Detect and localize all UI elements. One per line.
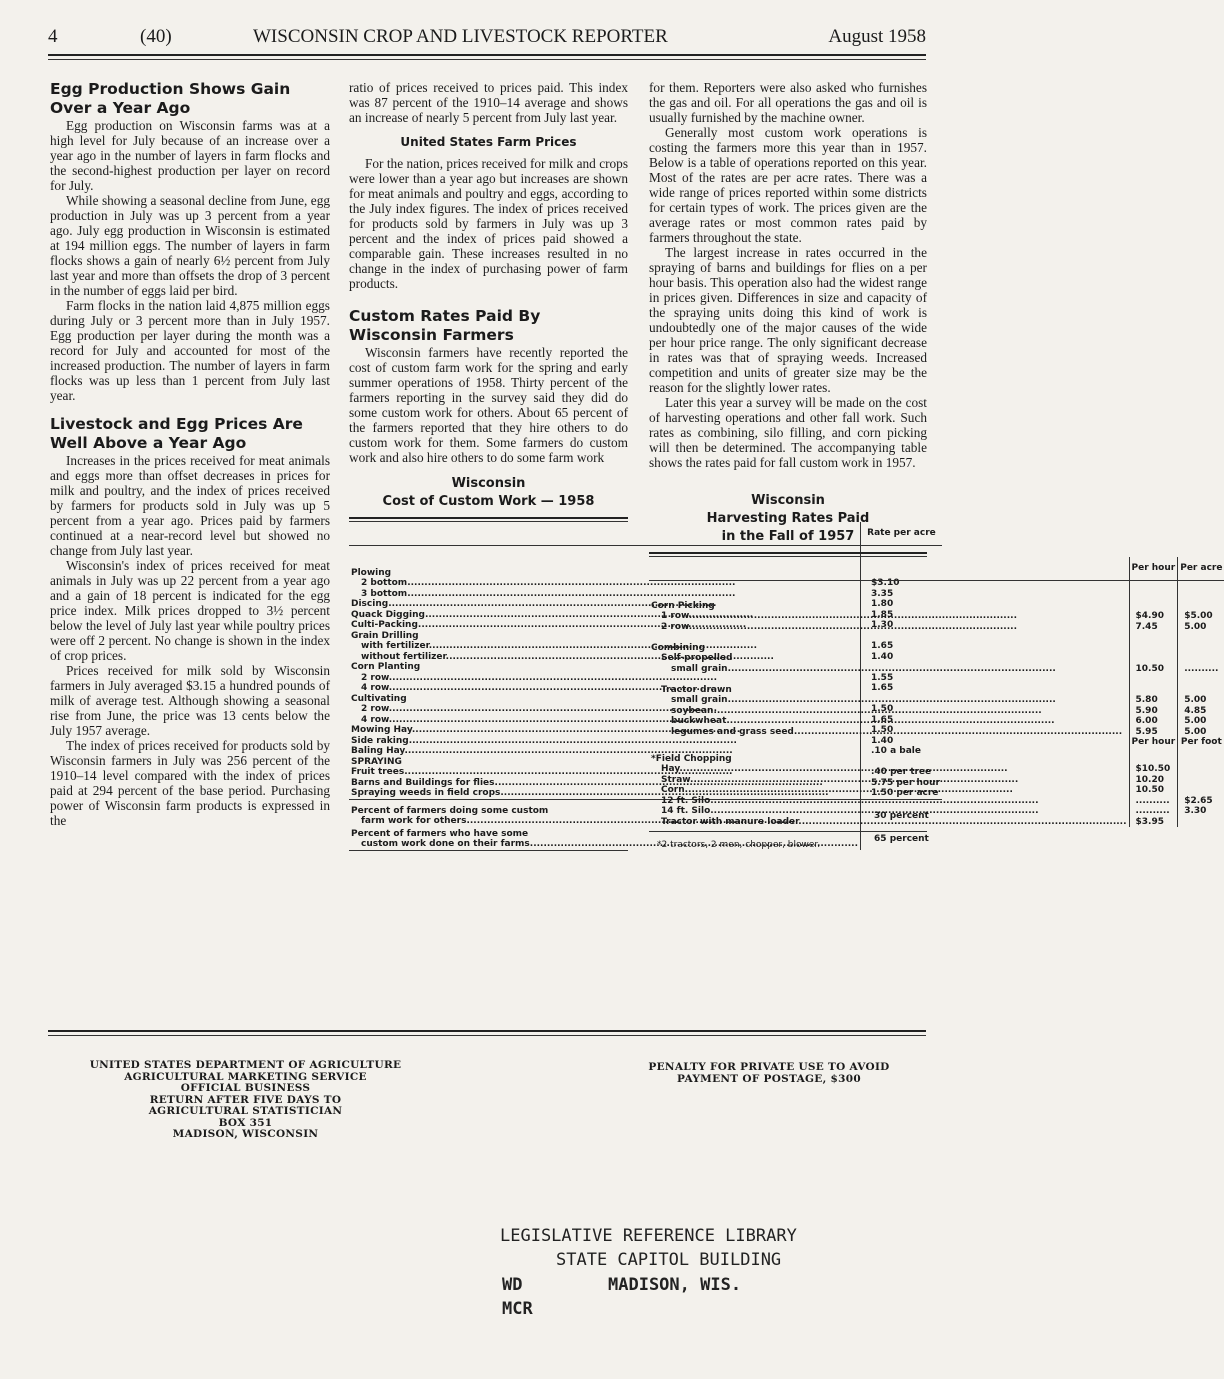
row-label — [649, 796, 1129, 807]
per-hour-value: 7.45 — [1129, 622, 1178, 633]
row-label-text: Self-propelled — [661, 653, 733, 663]
row-label — [649, 754, 1129, 765]
row-value: $3.10 — [861, 578, 942, 589]
per-acre-value: $5.00 — [1178, 611, 1224, 622]
column-3 — [649, 80, 1223, 853]
paragraph: Farm flocks in the nation laid 4,875 million eggs during July or 3 percent more than in July 1957. Egg production per layer during the month was a record for July and accounted for most of the increased production. The number of layers in farm flocks was up less than 1 percent from July last year. — [50, 298, 330, 403]
page-header — [48, 26, 926, 52]
table-header-blank — [649, 557, 1129, 580]
row-label-text: 4 row ..... — [361, 683, 858, 694]
summary-value: 65 percent — [861, 827, 942, 850]
paragraph: Generally most custom work operations is costing the farmers more this year than in 1957. Below is a table of operations reported on this year. Most of the rates are per acre rates. There was a wide range of prices reported within some districts for certain types of work. The prices given are the average rates or most common rates paid by farmers throughout the state. — [649, 125, 927, 245]
per-hour-value: $3.95 — [1129, 817, 1178, 828]
row-value: 5.75 per hour — [861, 778, 942, 789]
paragraph: ratio of prices received to prices paid. This index was 87 percent of the 1910–14 average and shows an increase of nearly 5 percent from July last year. — [349, 80, 628, 125]
table-row — [649, 754, 1224, 765]
row-label-text: Quack Digging ..... — [351, 610, 858, 621]
row-label-text: Corn Planting — [351, 662, 421, 672]
paragraph: Egg production on Wisconsin farms was at a high level for July because of an increase over a year ago in the number of layers in farm flocks and the second-highest production per layer on record for July. — [50, 118, 330, 193]
table-footnote: *2 tractors, 2 men, chopper, blower. — [657, 840, 821, 850]
row-label — [649, 817, 1129, 828]
table-row — [649, 817, 1224, 828]
table-caption: Wisconsin — [751, 493, 825, 508]
row-label-text: Corn Picking — [651, 600, 715, 611]
mailing-line: BOX 351 — [218, 1116, 273, 1129]
mailing-line: AGRICULTURAL MARKETING SERVICE — [124, 1070, 367, 1083]
per-acre-value — [1178, 643, 1224, 654]
address-line-3: MADISON, WIS. — [608, 1275, 742, 1295]
publication-title: WISCONSIN CROP AND LIVESTOCK REPORTER — [253, 26, 668, 47]
address-line-1: LEGISLATIVE REFERENCE LIBRARY — [500, 1226, 797, 1246]
row-label-text: 2 row ..... — [661, 622, 1127, 633]
row-label — [649, 695, 1129, 706]
paragraph: Prices received for milk sold by Wisconsin farmers in July averaged $3.15 a hundred pounds of milk of average test. Although showing a seasonal rise from June, the price was 13 cents below the July 1957 average. — [50, 663, 330, 738]
row-label-text: Plowing — [351, 567, 392, 578]
row-label — [649, 664, 1129, 675]
per-acre-value — [1178, 817, 1224, 828]
table-row — [649, 727, 1224, 738]
row-label-text: small grain ..... — [671, 664, 1127, 675]
table-row — [649, 643, 1224, 654]
table-caption: Wisconsin — [451, 476, 526, 491]
page-number: 4 — [48, 26, 58, 47]
per-acre-value — [1178, 764, 1224, 775]
per-acre-value: 5.00 — [1178, 727, 1224, 738]
row-label-text: soybean ..... — [671, 706, 1127, 717]
row-value: 1.40 — [861, 736, 942, 747]
table-row — [649, 737, 1224, 754]
paragraph: for them. Reporters were also asked who furnishes the gas and oil. For all operations the gas and oil is usually furnished by the machine owner. — [649, 80, 927, 125]
row-value: 1.30 — [861, 620, 942, 631]
row-label — [649, 775, 1129, 786]
per-acre-value — [1178, 674, 1224, 685]
table-header-per-hour: Per hour — [1129, 557, 1178, 580]
per-hour-value: 10.20 — [1129, 775, 1178, 786]
per-acre-value — [1178, 775, 1224, 786]
subheading-us-farm-prices: United States Farm Prices — [400, 135, 577, 149]
table-row — [649, 796, 1224, 807]
row-label-text: Cultivating — [351, 693, 407, 704]
table-row — [649, 716, 1224, 727]
footer-rule — [48, 1030, 926, 1032]
per-hour-value: $10.50 — [1129, 764, 1178, 775]
mailing-line: RETURN AFTER FIVE DAYS TO — [149, 1093, 342, 1106]
row-label-text: SPRAYING — [351, 756, 402, 767]
row-label — [649, 685, 1129, 696]
row-label — [649, 622, 1129, 633]
row-label-text: buckwheat ..... — [671, 716, 1127, 727]
per-hour-value: 10.50 — [1129, 664, 1178, 675]
per-hour-value — [1129, 580, 1178, 611]
table-bottom-rule — [349, 850, 628, 851]
paragraph: While showing a seasonal decline from June, egg production in July was up 3 percent from a year ago. July egg production in Wisconsin is estimated at 194 million eggs. The number of layers in farm flocks shows a gain of nearly 6½ percent from July last year and more than offsets the drop of 3 percent in the number of eggs laid per bird. — [50, 193, 330, 298]
paragraph: The index of prices received for products sold by Wisconsin farmers in July was 256 percent of the 1910–14 level compared with the index of prices paid at 294 percent of the base period. Purchasing power of Wisconsin farm products is expressed in the — [50, 738, 330, 828]
summary-label-line: custom work done on their farms ..... — [351, 839, 858, 850]
mailing-line: OFFICIAL BUSINESS — [180, 1082, 311, 1094]
per-acre-value — [1178, 685, 1224, 696]
row-label-text: Fruit trees ..... — [351, 767, 858, 778]
row-label-text: Hay ..... — [661, 764, 1127, 775]
row-value: 1.50 — [861, 725, 942, 736]
mailing-line: AGRICULTURAL STATISTICIAN — [148, 1105, 343, 1117]
table-row — [649, 653, 1224, 664]
table-row — [649, 622, 1224, 633]
row-label — [649, 737, 1129, 754]
table-row — [649, 785, 1224, 796]
paragraph: Increases in the prices received for meat animals and eggs more than offset decreases in prices for milk and poultry, and the index of prices received by farmers for products sold in July was up 5 percent from a year ago. Prices paid by farmers continued at a near-record level but showed no change from July last year. — [50, 453, 330, 558]
per-hour-value: 5.90 — [1129, 706, 1178, 717]
row-value: 1.65 — [861, 715, 942, 726]
paragraph: Later this year a survey will be made on the cost of harvesting operations and other fall work. Such rates as combining, silo filling, and corn picking will then be determined. The accompanying table shows the rates paid for fall custom work in 1957. — [649, 395, 927, 470]
table-row — [649, 806, 1224, 817]
summary-label-line: Percent of farmers who have some — [351, 828, 529, 839]
row-value: 3.35 — [861, 589, 942, 600]
row-label-text: Straw ..... — [661, 775, 1127, 786]
paragraph: Wisconsin's index of prices received for meat animals in July was up 22 percent from a year ago and a gain of 18 percent is indicated for the egg price index. Milk prices dropped to 3½ percent below the level of July last year while poultry prices were off 2 percent. No change is shown in the index of crop prices. — [50, 558, 330, 663]
row-value: 1.55 — [861, 673, 942, 684]
row-value: 1.65 — [861, 641, 942, 652]
table-caption: Cost of Custom Work — 1958 — [382, 494, 595, 509]
page-number-paren: (40) — [140, 26, 172, 47]
mailing-line: PENALTY FOR PRIVATE USE TO AVOID — [648, 1061, 890, 1073]
table-row — [649, 706, 1224, 717]
table-rule — [649, 552, 927, 554]
per-acre-value: 5.00 — [1178, 622, 1224, 633]
row-label — [649, 706, 1129, 717]
row-value: 1.85 — [861, 610, 942, 621]
per-acre-value: 5.00 — [1178, 716, 1224, 727]
row-value: .10 a bale — [861, 746, 942, 757]
row-value: 1.40 — [861, 652, 942, 663]
header-rule — [48, 54, 926, 56]
row-label-text — [651, 632, 1127, 643]
per-hour-value — [1129, 643, 1178, 654]
table-bottom-rule — [649, 831, 927, 832]
per-hour-value: 6.00 — [1129, 716, 1178, 727]
per-hour-value — [1129, 632, 1178, 643]
per-hour-value: 5.80 — [1129, 695, 1178, 706]
mailing-line: MADISON, WISCONSIN — [172, 1128, 319, 1140]
row-label-text: 3 bottom ..... — [361, 589, 858, 600]
row-label — [649, 674, 1129, 685]
per-hour-value — [1129, 754, 1178, 765]
table-row — [649, 611, 1224, 622]
table-row — [649, 580, 1224, 611]
header-rule-thin — [48, 59, 926, 60]
heading-egg-production: Egg Production Shows Gain Over a Year Ago — [50, 80, 291, 117]
row-label-text: 2 row ..... — [361, 704, 858, 715]
address-code-mcr: MCR — [502, 1299, 533, 1319]
footer-rule-thin — [48, 1035, 926, 1036]
row-label — [649, 764, 1129, 775]
row-label-text: without fertilizer ..... — [361, 652, 858, 663]
row-label-text: 2 bottom ..... — [361, 578, 858, 589]
row-label-text: *Field Chopping — [651, 753, 732, 764]
row-label-text: Tractor drawn — [661, 684, 732, 695]
address-line-2: STATE CAPITOL BUILDING — [556, 1250, 782, 1270]
table-row — [649, 695, 1224, 706]
summary-label-line: Percent of farmers doing some custom — [351, 805, 549, 816]
row-label — [649, 727, 1129, 738]
row-label-text — [651, 737, 1127, 748]
heading-custom-rates: Custom Rates Paid By Wisconsin Farmers — [349, 307, 541, 344]
row-label — [649, 632, 1129, 643]
table-row — [649, 632, 1224, 643]
row-label-text: Mowing Hay ..... — [351, 725, 858, 736]
table-rule — [349, 517, 628, 519]
table-row — [649, 775, 1224, 786]
paragraph: Wisconsin farmers have recently reported the cost of custom farm work for the spring and early summer operations of 1958. Thirty percent of the farmers reporting in the survey said they did do some custom work for others. About 65 percent of the farmers reported that they hire others to do custom work for them. Some farmers do custom work and also hire others to do some farm work — [349, 345, 628, 465]
per-acre-value — [1178, 632, 1224, 643]
row-label-text: Corn ..... — [661, 785, 1127, 796]
row-value: 1.65 — [861, 683, 942, 694]
row-label-text: 2 row ..... — [361, 673, 858, 684]
row-value: 1.80 — [861, 599, 942, 610]
per-acre-value: .......... — [1178, 664, 1224, 675]
row-label — [649, 643, 1129, 654]
row-value: 1.50 per acre — [861, 788, 942, 799]
issue-date: August 1958 — [828, 26, 926, 47]
row-label-text: Barns and Buildings for flies ..... — [351, 778, 858, 789]
per-acre-value: 5.00 — [1178, 695, 1224, 706]
column-1 — [50, 80, 330, 828]
per-hour-value — [1129, 674, 1178, 685]
per-acre-value — [1178, 580, 1224, 611]
per-hour-value: .......... — [1129, 806, 1178, 817]
paragraph: For the nation, prices received for milk and crops were lower than a year ago but increases are shown for meat animals and poultry and eggs, according to the July index figures. The index of prices received for products sold by farmers in July was up 3 percent and the index of prices paid showed a comparable gain. These increases resulted in no change in the index of purchasing power of farm products. — [349, 156, 628, 291]
per-acre-value — [1178, 653, 1224, 664]
table-row — [649, 664, 1224, 675]
per-hour-value: 10.50 — [1129, 785, 1178, 796]
table-row — [649, 685, 1224, 696]
table-caption: Harvesting Rates Paid — [706, 511, 870, 526]
table-header: Rate per acre — [861, 522, 942, 545]
address-code-wd: WD — [502, 1275, 523, 1295]
row-label — [649, 785, 1129, 796]
table-row — [649, 764, 1224, 775]
harvesting-table-block — [649, 492, 1223, 853]
table-caption: in the Fall of 1957 — [721, 529, 855, 544]
row-label — [649, 653, 1129, 664]
mailing-line: UNITED STATES DEPARTMENT OF AGRICULTURE — [89, 1059, 402, 1071]
row-label-text: 12 ft. Silo ..... — [661, 796, 1127, 807]
postage-penalty-notice — [608, 1062, 930, 1085]
mailing-line: PAYMENT OF POSTAGE, $300 — [677, 1072, 861, 1085]
summary-value: 30 percent — [861, 799, 942, 827]
row-label-text: 14 ft. Silo ..... — [661, 806, 1127, 817]
row-label-text — [651, 674, 1127, 685]
row-label-text: Culti-Packing ..... — [351, 620, 858, 631]
row-value: 1.50 — [861, 704, 942, 715]
per-acre-value: 4.85 — [1178, 706, 1224, 717]
per-acre-value — [1178, 754, 1224, 765]
harvesting-rates-table — [649, 557, 1224, 827]
row-label — [649, 611, 1129, 622]
row-label-text: Spraying weeds in field crops ..... — [351, 788, 858, 799]
row-value: .40 per tree — [861, 767, 942, 778]
heading-livestock-prices: Livestock and Egg Prices Are Well Above a Year Ago — [50, 415, 303, 452]
per-hour-value — [1129, 685, 1178, 696]
row-label-text: Discing ..... — [351, 599, 858, 610]
per-acre-value: Per foot — [1178, 737, 1224, 754]
per-hour-value: .......... — [1129, 796, 1178, 807]
per-acre-value: 3.30 — [1178, 806, 1224, 817]
per-hour-value: 5.95 — [1129, 727, 1178, 738]
row-label-text: Side raking ..... — [351, 736, 858, 747]
per-hour-value — [1129, 653, 1178, 664]
row-label-text: with fertilizer ..... — [361, 641, 858, 652]
row-label-text: 4 row ..... — [361, 715, 858, 726]
paragraph: The largest increase in rates occurred in the spraying of barns and buildings for flies on a per hour basis. This operation also had the widest range in prices given. Differences in size and capacity of the spraying units doing this kind of work is undoubtedly one of the major causes of the wide per hour price range. The only significant decrease in rates was that of spraying weeds. Increased competition and units of greater size may be the reason for the slightly lower rates. — [649, 245, 927, 395]
table-row — [649, 674, 1224, 685]
row-label-text: Combining — [651, 642, 706, 653]
table-header-per-acre: Per acre — [1178, 557, 1224, 580]
row-label-text: Baling Hay ..... — [351, 746, 858, 757]
return-address — [48, 1060, 443, 1141]
row-label — [649, 806, 1129, 817]
row-label — [649, 716, 1129, 727]
per-hour-value: $4.90 — [1129, 611, 1178, 622]
per-acre-value: $2.65 — [1178, 796, 1224, 807]
row-label-text: Tractor with manure loader ..... — [661, 817, 1127, 828]
summary-label-line: farm work for others ..... — [351, 816, 858, 827]
row-label-text: 1 row ..... — [661, 611, 1127, 622]
row-label-text: Grain Drilling — [351, 630, 419, 641]
row-label — [649, 580, 1129, 611]
per-hour-value: Per hour — [1129, 737, 1178, 754]
row-label-text: legumes and grass seed ..... — [671, 727, 1127, 738]
per-acre-value — [1178, 785, 1224, 796]
row-label-text: small grain ..... — [671, 695, 1127, 706]
